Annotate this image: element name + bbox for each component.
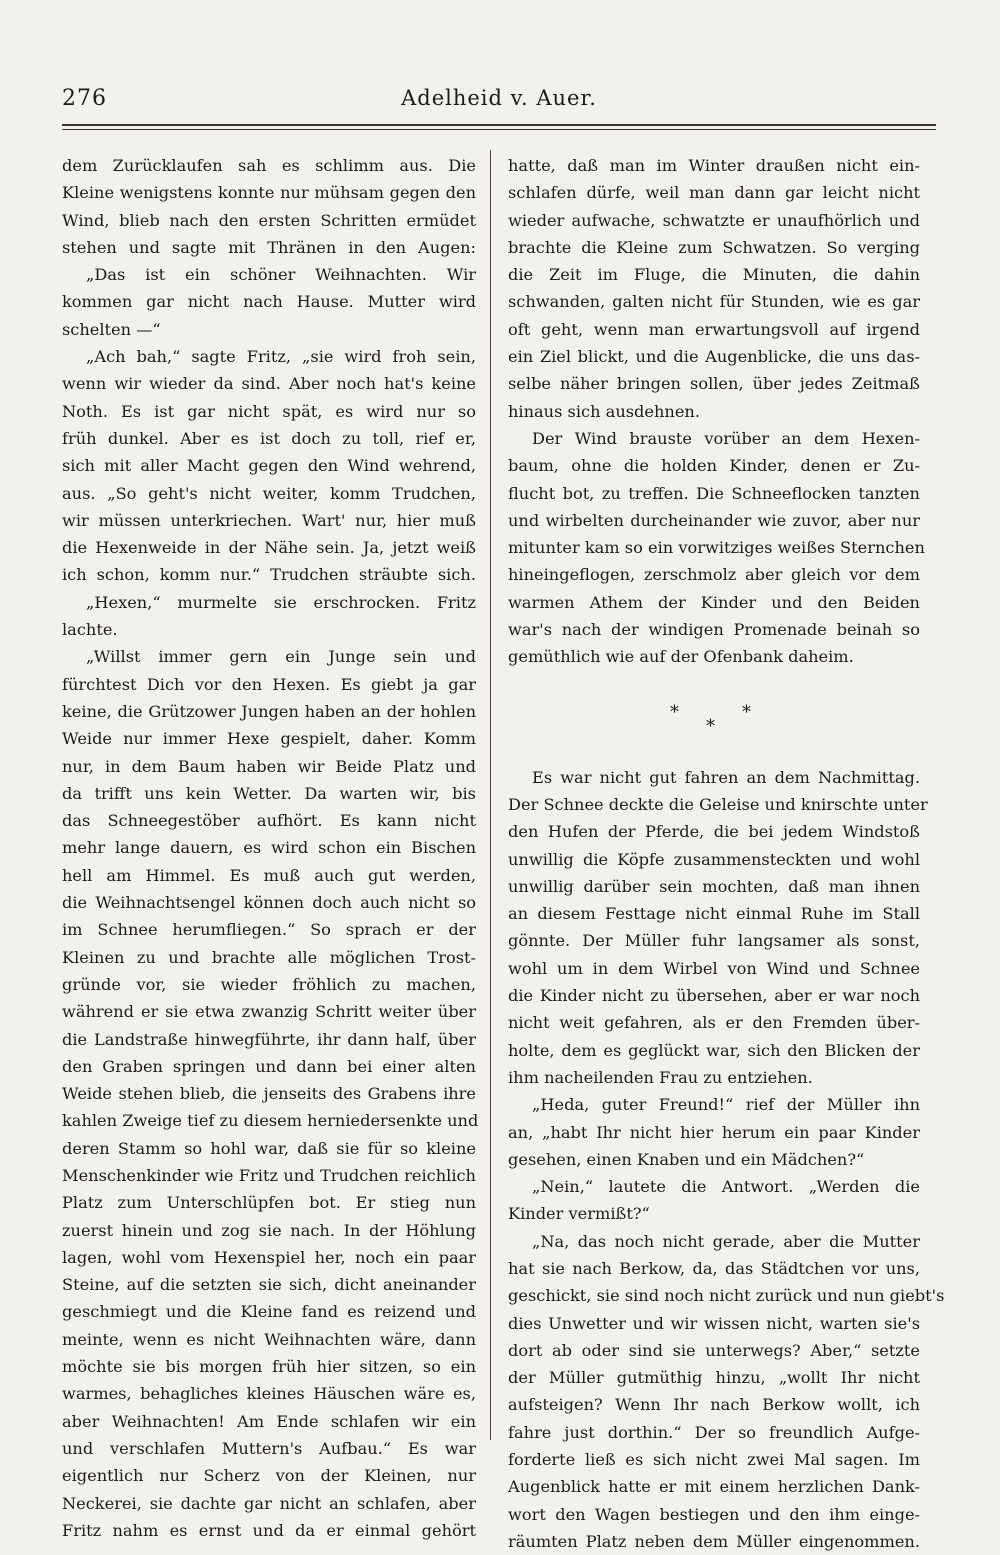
page-header (62, 86, 936, 120)
text-line: und wirbelten durcheinander wie zuvor, aber nur (508, 510, 920, 530)
text-line: Es war nicht gut fahren an dem Nachmittag. (532, 767, 920, 787)
text-line: an, „habt Ihr nicht hier herum ein paar Kinder (508, 1122, 920, 1142)
text-line: hineingeflogen, zerschmolz aber gleich vor dem (508, 565, 920, 585)
section-spacer (508, 671, 920, 698)
text-line: dem Zurücklaufen sah es schlimm aus. Die (62, 156, 476, 175)
text-line: „Heda, guter Freund!“ rief der Müller ihn (532, 1095, 920, 1115)
text-line: aufsteigen? Wenn Ihr nach Berkow wollt, ich (508, 1395, 920, 1415)
text-line: im Schnee herumfliegen.“ So sprach er der (62, 920, 476, 940)
text-line: stehen und sagte mit Thränen in den Augen: (62, 237, 476, 257)
text-line: nur, in dem Baum haben wir Beide Platz und (62, 756, 476, 776)
text-line: mitunter kam so ein vorwitziges weißes Sternchen (508, 538, 925, 558)
text-line: dort ab oder sind sie unterwegs? Aber,“ setzte (508, 1340, 920, 1360)
text-line: dies Unwetter und wir wissen nicht, warten sie's (508, 1313, 920, 1333)
text-line: während er sie etwa zwanzig Schritt weiter über (62, 1002, 476, 1022)
header-rule-thin (62, 129, 936, 130)
section-break-asterism (508, 698, 920, 764)
text-line: kahlen Zweige tief zu diesem herniedersenkte und (62, 1111, 479, 1131)
text-line: Noth. Es ist gar nicht spät, es wird nur so (62, 401, 476, 421)
text-line: ihm nacheilenden Frau zu entziehen. (508, 1067, 813, 1087)
text-line: mehr lange dauern, es wird schon ein Bischen (62, 838, 476, 858)
text-line: deren Stamm so hohl war, daß sie für so kleine (62, 1138, 476, 1158)
text-line: Platz zum Unterschlüpfen bot. Er stieg nun (62, 1193, 476, 1213)
text-line: „Nein,“ lautete die Antwort. „Werden die (532, 1177, 920, 1197)
text-line: schwanden, galten nicht für Stunden, wie es gar (508, 292, 920, 312)
text-line: die Landstraße hinwegführte, ihr dann half, über (62, 1029, 476, 1049)
text-line: wenn wir wieder da sind. Aber noch hat's keine (62, 374, 476, 394)
text-line: oft geht, wenn man erwartungsvoll auf irgend (508, 319, 920, 339)
text-line: unwillig die Köpfe zusammensteckten und wohl (508, 849, 920, 869)
text-line: fürchtest Dich vor den Hexen. Es giebt ja gar (62, 674, 476, 694)
text-line: den Hufen der Pferde, die bei jedem Windstoß (508, 822, 920, 842)
text-line: flucht bot, zu treffen. Die Schneeflocken tanzten (508, 483, 920, 503)
asterism-star: * (706, 715, 715, 737)
text-line: brachte die Kleine zum Schwatzen. So verging (508, 237, 920, 257)
text-line: nicht weit gefahren, als er den Fremden über- (508, 1013, 920, 1033)
text-line: da trifft uns kein Wetter. Da warten wir, bis (62, 783, 476, 803)
text-line: zuerst hinein und zog sie nach. In der Höhlung (62, 1220, 476, 1240)
text-line: hell am Himmel. Es muß auch gut werden, (62, 865, 476, 885)
running-head: Adelheid v. Auer. (401, 86, 597, 110)
text-line: Fritz nahm es ernst und da er einmal gehört (62, 1520, 476, 1540)
text-line: schlafen dürfe, weil man dann gar leicht nicht (508, 183, 920, 203)
text-line: hatte, daß man im Winter draußen nicht ein- (508, 156, 920, 175)
text-line: Wind, blieb nach den ersten Schritten ermüdet (62, 210, 476, 230)
text-line: wieder aufwache, schwatzte er unaufhörlich und (508, 210, 920, 230)
text-line: war's nach der windigen Promenade beinah so (508, 620, 920, 640)
text-line: „Ach bah,“ sagte Fritz, „sie wird froh sein, (86, 347, 476, 367)
text-line: Menschenkinder wie Fritz und Trudchen reichlich (62, 1165, 476, 1185)
text-line: Weide nur immer Hexe gespielt, daher. Komm (62, 729, 476, 749)
text-line: und verschlafen Muttern's Aufbau.“ Es war (62, 1438, 476, 1458)
text-line: Der Schnee deckte die Geleise und knirschte unter (508, 794, 928, 814)
text-line: gesehen, einen Knaben und ein Mädchen?“ (508, 1149, 865, 1169)
text-line: aber Weihnachten! Am Ende schlafen wir ein (62, 1411, 476, 1431)
left-column (62, 152, 479, 1540)
text-line: Kleinen zu und brachte alle möglichen Trost- (62, 947, 476, 967)
header-rule (62, 124, 936, 126)
text-line: Weide stehen blieb, die jenseits des Grabens ihre (62, 1084, 476, 1104)
text-line: die Kinder nicht zu übersehen, aber er war noch (508, 986, 920, 1006)
text-line: die Hexenweide in der Nähe sein. Ja, jetzt weiß (62, 538, 476, 558)
text-line: fahre just dorthin.“ Der so freundlich Aufge- (508, 1422, 920, 1442)
text-line: die Weihnachtsengel können doch auch nicht so (62, 893, 476, 913)
text-line: räumten Platz neben dem Müller eingenommen. (508, 1531, 920, 1551)
text-line: Augenblick hatte er mit einem herzlichen Dank- (508, 1477, 920, 1497)
right-column (508, 152, 945, 1551)
text-line: Kinder vermißt?“ (508, 1204, 650, 1224)
text-line: kommen gar nicht nach Hause. Mutter wird (62, 292, 476, 312)
text-line: holte, dem es geglückt war, sich den Blicken der (508, 1040, 920, 1060)
text-line: Steine, auf die setzten sie sich, dicht aneinander (62, 1275, 476, 1295)
text-line: forderte ließ es sich nicht zwei Mal sagen. Im (508, 1450, 920, 1470)
text-line: geschickt, sie sind noch nicht zurück und nun giebt's (508, 1286, 945, 1306)
text-line: den Graben springen und dann bei einer alten (62, 1056, 476, 1076)
text-line: ein Ziel blickt, und die Augenblicke, die uns das- (508, 347, 920, 367)
text-line: früh dunkel. Aber es ist doch zu toll, rief er, (62, 428, 476, 448)
text-line: gründe vor, sie wieder fröhlich zu machen, (62, 974, 476, 994)
text-line: möchte sie bis morgen früh hier sitzen, so ein (62, 1357, 476, 1377)
asterism-star: * (742, 701, 751, 723)
text-line: sich mit aller Macht gegen den Wind wehrend, (62, 456, 476, 476)
text-line: baum, ohne die holden Kinder, denen er Zu- (508, 456, 920, 476)
text-line: keine, die Grützower Jungen haben an der hohlen (62, 701, 476, 721)
text-line: hat sie nach Berkow, da, das Städtchen vor uns, (508, 1258, 920, 1278)
text-line: schelten —“ (62, 319, 161, 339)
text-line: meinte, wenn es nicht Weihnachten wäre, dann (62, 1329, 476, 1349)
text-line: das Schneegestöber aufhört. Es kann nicht (62, 811, 476, 831)
text-line: wort den Wagen bestiegen und den ihm einge- (508, 1504, 920, 1524)
text-line: geschmiegt und die Kleine fand es reizend und (62, 1302, 476, 1322)
text-line: unwillig darüber sein mochten, daß man ihnen (508, 876, 920, 896)
text-line: an diesem Festtage nicht einmal Ruhe im Stall (508, 904, 920, 924)
text-line: Der Wind brauste vorüber an dem Hexen- (532, 428, 920, 448)
text-line: die Zeit im Fluge, die Minuten, die dahin (508, 265, 920, 285)
text-line: warmes, behagliches kleines Häuschen wäre es, (62, 1384, 476, 1404)
text-line: wir müssen unterkriechen. Wart' nur, hier muß (62, 510, 476, 530)
text-line: aus. „So geht's nicht weiter, komm Trudchen, (62, 483, 476, 503)
text-line: Kleine wenigstens konnte nur mühsam gegen den (62, 183, 476, 203)
text-line: warmen Athem der Kinder und den Beiden (508, 592, 920, 612)
text-line: „Willst immer gern ein Junge sein und (86, 647, 476, 667)
text-line: ich schon, komm nur.“ Trudchen sträubte sich. (62, 565, 476, 585)
text-line: hinaus sich ausdehnen. (508, 401, 701, 421)
text-line: der Müller gutmüthig hinzu, „wollt Ihr nicht (508, 1368, 920, 1388)
asterism-star: * (670, 701, 679, 723)
text-line: lachte. (62, 620, 118, 640)
column-divider (490, 150, 491, 1440)
text-line: selbe näher bringen sollen, über jedes Zeitmaß (508, 374, 920, 394)
text-line: Neckerei, sie dachte gar nicht an schlafen, aber (62, 1493, 476, 1513)
text-line: „Das ist ein schöner Weihnachten. Wir (86, 265, 476, 285)
page-number: 276 (62, 86, 107, 111)
text-line: gemüthlich wie auf der Ofenbank daheim. (508, 647, 854, 667)
text-line: eigentlich nur Scherz von der Kleinen, nur (62, 1466, 476, 1486)
text-line: gönnte. Der Müller fuhr langsamer als sonst, (508, 931, 920, 951)
text-line: „Na, das noch nicht gerade, aber die Mutter (532, 1231, 920, 1251)
text-line: „Hexen,“ murmelte sie erschrocken. Fritz (86, 592, 476, 612)
text-line: lagen, wohl vom Hexenspiel her, noch ein paar (62, 1247, 476, 1267)
text-line: wohl um in dem Wirbel von Wind und Schnee (508, 958, 920, 978)
